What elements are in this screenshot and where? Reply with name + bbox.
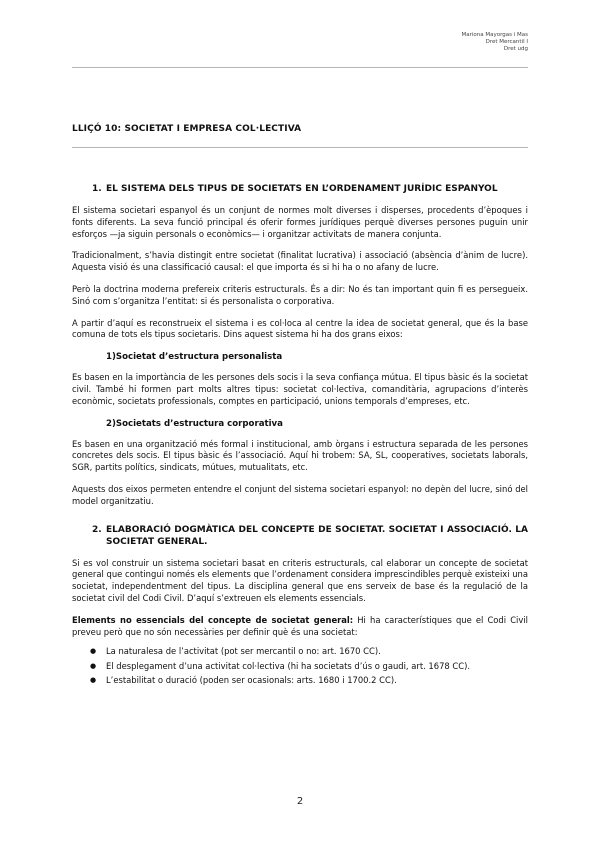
list-item — [90, 673, 528, 687]
section-1-closing-paragraph: Aquests dos eixos permeten entendre el conjunt del sistema societari espanyol: no depèn del lucre, sinó del model organitzatiu. — [72, 483, 528, 506]
subsection-personalist-paragraph: Es basen en la importància de les persones dels socis i la seva confiança mútua. El tipus bàsic és la societat civil. També hi formen part molts altres tipus: societat col·lectiva, comanditària, agrupacions d’interès econòmic, societats professionals, comptes en participació, unions temporals d’empreses, etc. — [72, 372, 528, 406]
header-divider — [72, 67, 528, 68]
section-1-number: 1. — [92, 184, 102, 194]
section-2-title: ELABORACIÓ DOGMÀTICA DEL CONCEPTE DE SOCIETAT. SOCIETAT I ASSOCIACIÓ. LA SOCIETAT GENERAL. — [106, 524, 528, 547]
list-item-text: El desplegament d’una activitat col·lectiva (hi ha societats d’ús o gaudi, art. 1678 CC). — [106, 660, 471, 671]
non-essential-elements-lead: Elements no essencials del concepte de societat general: — [72, 614, 354, 625]
section-2-paragraph: Si es vol construir un sistema societari basat en criteris estructurals, cal elaborar un concepte de societat general que contingui només els elements que l’ordenament considera imprescindibles perquè existeixi una societat, independentment del tipus. La disciplina general que ens serveix de base és la regulació de la societat civil del Codi Civil. D’aquí s’extreuen els elements essencials. — [72, 557, 528, 603]
bullet-icon: ● — [90, 661, 97, 670]
header-grade: Dret udg — [503, 46, 528, 52]
header-subject: Dret Mercantil I — [485, 39, 528, 45]
non-essential-elements-text: Hi ha característiques que el Codi Civil preveu però que no són necessàries per definir què és una societat: — [72, 614, 528, 637]
section-1-paragraph-2: Tradicionalment, s’havia distingit entre societat (finalitat lucrativa) i associació (absència d’ànim de lucre). Aquesta visió és una classificació causal: el que importa és si hi ha o no afany de lucre. — [72, 250, 528, 273]
title-divider — [72, 147, 528, 148]
document-body — [72, 183, 528, 688]
section-1-paragraph-4: A partir d’aquí es reconstrueix el sistema i es col·loca al centre la idea de societat general, que és la base comuna de tots els tipus societaris. Dins aquest sistema hi ha dos grans eixos: — [72, 317, 528, 340]
subsection-personalist-heading: 1)Societat d’estructura personalista — [106, 352, 283, 363]
page-header — [461, 32, 528, 53]
non-essential-elements-intro — [72, 615, 528, 639]
section-2-heading — [92, 524, 528, 548]
page-number: 2 — [296, 796, 304, 807]
section-1-paragraph-3: Però la doctrina moderna prefereix criteris estructurals. És a dir: No és tan important quin fi es persegueix. Sinó com s’organitza l’entitat: si és personalista o corporativa. — [72, 283, 528, 306]
non-essential-elements-list — [72, 644, 528, 687]
bullet-icon: ● — [90, 647, 97, 656]
lesson-title: LLIÇÓ 10: SOCIETAT I EMPRESA COL·LECTIVA — [72, 124, 302, 134]
header-author: Mariona Mayorgas i Mas — [461, 32, 528, 38]
section-1-heading — [92, 183, 528, 195]
list-item-text: L’estabilitat o duració (poden ser ocasionals: arts. 1680 i 1700.2 CC). — [106, 675, 397, 686]
list-item-text: La naturalesa de l’activitat (pot ser mercantil o no: art. 1670 CC). — [106, 646, 381, 657]
section-2-number: 2. — [92, 524, 102, 535]
subsection-corporate-paragraph: Es basen en una organització més formal i institucional, amb òrgans i estructura separada de les persones concretes dels socis. El tipus bàsic és l’associació. Aquí hi trobem: SA, SL, cooperatives, societats laborals, SGR, partits polítics, sindicats, mútues, mutualitats, etc. — [72, 438, 528, 473]
subsection-corporate-heading: 2)Societats d’estructura corporativa — [106, 418, 283, 429]
list-item — [90, 644, 528, 658]
bullet-icon: ● — [90, 676, 97, 685]
section-1-title: EL SISTEMA DELS TIPUS DE SOCIETATS EN L’ORDENAMENT JURÍDIC ESPANYOL — [106, 184, 498, 194]
list-item — [90, 659, 528, 673]
section-1-paragraph-1: El sistema societari espanyol és un conjunt de normes molt diverses i disperses, procedents d’èpoques i fonts diferents. La seva funció principal és oferir formes jurídiques perquè diverses persones puguin unir esforços —ja siguin personals o econòmics— i organitzar activitats de manera conjunta. — [72, 205, 528, 239]
